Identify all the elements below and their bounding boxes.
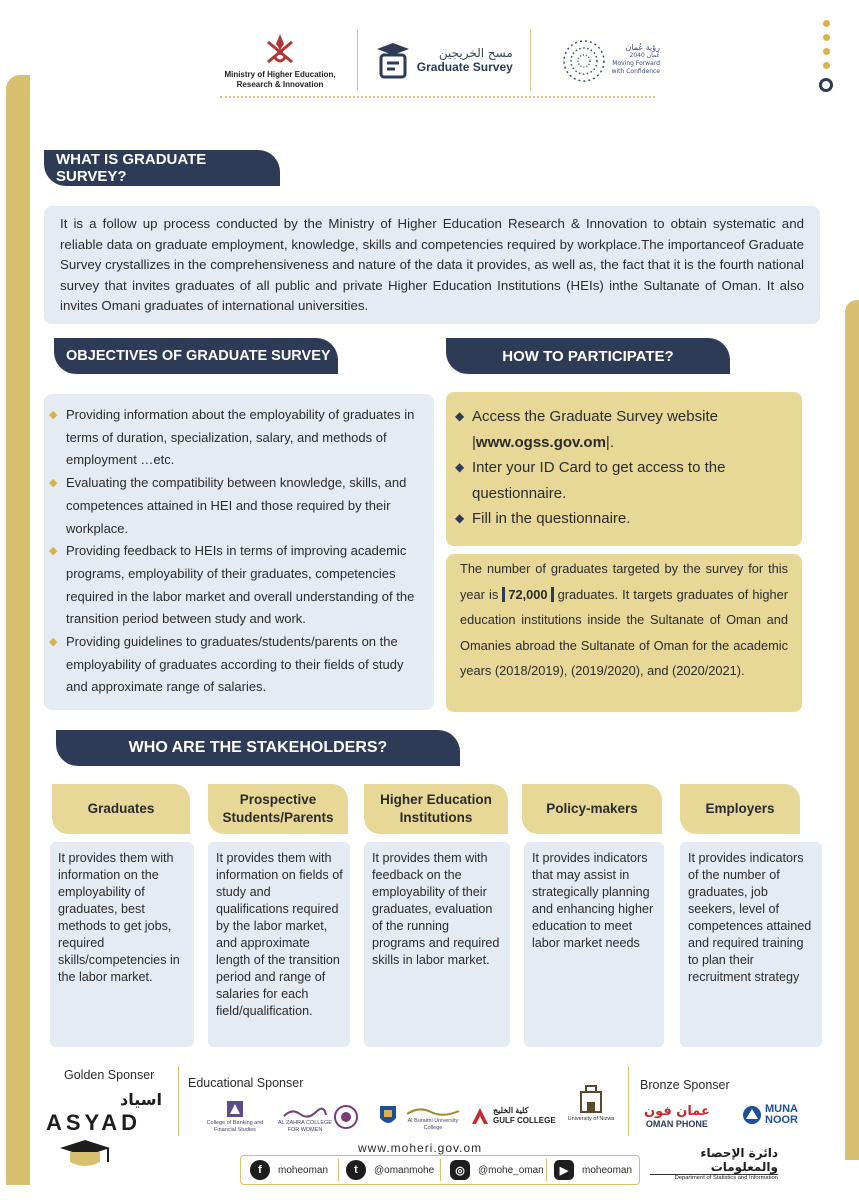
graduate-survey-logo — [375, 41, 513, 79]
what-is-body: It is a follow up process conducted by the Ministry of Higher Education Research & Innovation to obtain systematic and reliable data on graduate employment, knowledge, skills and competencies required by workplace.The importanceof Graduate Survey crystallizes in the comprehensiveness and nature of the data it provides, as well as, the fact that it is the fourth national survey that invites graduates of all public and private Higher Education Institutions (HEIs) inthe Sultanate of Oman. It also invites Omani graduates of international universities. — [44, 206, 820, 324]
muna-line1: MUNA — [765, 1103, 798, 1115]
stakeholder-title: Prospective Students/Parents — [208, 784, 348, 834]
vision-line2: Moving Forward — [612, 60, 660, 67]
gulf-college-arabic: كلية الخليج — [493, 1106, 529, 1115]
oman-phone-arabic: عمان فون — [644, 1104, 710, 1119]
al-buraimi-calligraphy-icon — [405, 1106, 461, 1118]
al-zahra-logo — [278, 1106, 332, 1134]
oman-phone-name: OMAN PHONE — [645, 1119, 708, 1129]
what-is-heading: WHAT IS GRADUATE SURVEY? — [44, 150, 280, 186]
objectives-panel — [44, 394, 434, 710]
social-divider — [440, 1159, 441, 1181]
survey-website-link[interactable]: www.ogss.gov.om — [475, 433, 606, 451]
header-underline — [220, 96, 655, 98]
instagram-link[interactable] — [450, 1160, 544, 1180]
facebook-link[interactable] — [250, 1160, 328, 1180]
twitter-handle: @omanmohe — [374, 1164, 435, 1176]
nizwa-fort-icon — [576, 1082, 606, 1116]
stakeholder-description: It provides them with information on fields of study and qualifications required by the labor market, and approximate length of the transition period and range of salaries for each field/qualification. — [208, 842, 350, 1047]
dot — [823, 62, 830, 69]
participate-heading: HOW TO PARTICIPATE? — [446, 338, 730, 374]
right-gold-bar — [845, 300, 859, 1160]
university-of-nizwa-logo — [566, 1082, 616, 1123]
step-text: Access the Graduate Survey website — [472, 408, 718, 425]
participate-steps — [472, 404, 790, 532]
stakeholder-title: Policy-makers — [522, 784, 662, 834]
oman-emblem-icon — [260, 30, 300, 70]
muna-line2: NOOR — [765, 1114, 798, 1126]
stakeholder-description: It provides indicators of the number of graduates, job seekers, level of competences attained and required training to plan their recruitment strategy — [680, 842, 822, 1047]
gulf-college-name: GULF COLLEGE — [493, 1116, 556, 1125]
stakeholders-heading: WHO ARE THE STAKEHOLDERS? — [56, 730, 460, 766]
ring-icon — [819, 78, 833, 92]
objectives-heading: OBJECTIVES OF GRADUATE SURVEY — [54, 338, 338, 374]
muna-noor-icon — [742, 1105, 762, 1125]
al-buraimi-logo — [402, 1106, 464, 1132]
oman-phone-logo — [644, 1104, 710, 1129]
youtube-icon: ▶ — [554, 1160, 574, 1180]
twitter-icon: t — [346, 1160, 366, 1180]
asyad-name: ASYAD — [46, 1110, 141, 1135]
stakeholder-title: Higher Education Institutions — [364, 784, 508, 834]
cbfs-caption: College of Banking and Financial Studies — [206, 1120, 264, 1133]
objective-item: ◆ Providing guidelines to graduates/students/parents on the employability of graduates according to their fields of study and approximate range of salaries. — [66, 631, 424, 699]
stakeholder-description: It provides them with feedback on the employability of their graduates, evaluation of the running programs and required skills in labor market. — [364, 842, 510, 1047]
sponsor-divider — [178, 1066, 179, 1136]
objectives-list — [66, 404, 424, 699]
vision-line3: with Confidence — [611, 68, 660, 75]
header-logos — [220, 20, 660, 100]
facebook-handle: moheoman — [278, 1164, 329, 1176]
survey-title-arabic: مسح الخريجين — [438, 46, 513, 60]
muna-noor-logo — [742, 1104, 798, 1126]
twitter-link[interactable] — [346, 1160, 434, 1180]
asyad-arabic: اسياد — [120, 1090, 162, 1109]
objective-item: ◆ Evaluating the compatibility between knowledge, skills, and competences attained in HEI and those required by their workplace. — [66, 472, 424, 540]
decorative-dots — [819, 20, 833, 92]
graduation-cap-icon — [375, 41, 411, 79]
vision-swirl-icon — [548, 35, 608, 85]
objective-item: ◆ Providing information about the employability of graduates in terms of duration, specialization, salary, and methods of employment …etc. — [66, 404, 424, 472]
bronze-sponsor-label: Bronze Sponser — [640, 1078, 730, 1092]
nizwa-caption: University of Nizwa — [567, 1116, 615, 1122]
golden-sponsor-label: Golden Sponser — [64, 1068, 155, 1082]
participate-step: ◆ Access the Graduate Survey website |www.ogss.gov.om|. — [472, 404, 790, 455]
university-seal-icon — [334, 1104, 358, 1130]
ministry-name: Ministry of Higher Education, Research & Innovation — [224, 70, 336, 89]
divider — [530, 30, 531, 90]
gulf-college-logo — [470, 1106, 556, 1126]
objective-item: ◆ Providing feedback to HEIs in terms of improving academic programs, employability of their graduates, competencies required in the labor market and overall understanding of the transition period between study and work. — [66, 540, 424, 631]
vision-arabic: رؤية عُمان — [625, 43, 660, 52]
social-divider — [338, 1159, 339, 1181]
participate-step: ◆ Fill in the questionnaire. — [472, 506, 790, 532]
educational-sponsor-label: Educational Sponser — [188, 1076, 304, 1090]
survey-title: Graduate Survey — [416, 60, 513, 74]
dot — [823, 20, 830, 27]
college-shield-icon — [378, 1104, 398, 1128]
target-text: The number of graduates targeted by the survey for this year is — [460, 561, 788, 602]
target-number: 72,000 — [502, 587, 553, 602]
asyad-logo — [46, 1090, 166, 1180]
stakeholder-title: Graduates — [52, 784, 190, 834]
participate-panel — [446, 392, 802, 546]
statistics-department-arabic: دائرة الإحصاء والمعلومات — [700, 1146, 778, 1174]
target-text: graduates. It targets graduates of higher education institutions inside the Sultanate of Oman and Omanies abroad the Sultanate of Oman for the academic years (2018/2019), (2019/2020), and (2020/2021). — [460, 586, 788, 679]
dot — [823, 34, 830, 41]
stakeholder-description: It provides indicators that may assist in strategically planning and enhancing higher education to meet labor market needs — [524, 842, 664, 1047]
ministry-logo — [220, 30, 340, 90]
al-zahra-calligraphy-icon — [282, 1106, 328, 1120]
target-panel — [446, 554, 802, 712]
youtube-link[interactable] — [554, 1160, 632, 1180]
statistics-department-name: Department of Statistics and Information — [650, 1174, 778, 1181]
dot — [823, 48, 830, 55]
al-buraimi-caption: Al Buraimi University College — [407, 1118, 459, 1131]
social-divider — [546, 1159, 547, 1181]
facebook-icon: f — [250, 1160, 270, 1180]
divider — [357, 30, 358, 90]
sponsor-divider — [628, 1066, 629, 1136]
graduation-cap-icon — [56, 1136, 114, 1176]
statistics-department-logo — [650, 1146, 778, 1181]
al-zahra-caption: AL ZAHRA COLLEGE FOR WOMEN — [278, 1120, 332, 1133]
cbfs-emblem-icon — [224, 1098, 246, 1120]
stakeholder-title: Employers — [680, 784, 800, 834]
stakeholder-description: It provides them with information on the employability of graduates, best methods to get jobs, required skills/competencies in the labor market. — [50, 842, 194, 1047]
instagram-handle: @mohe_oman — [478, 1164, 544, 1176]
gulf-college-icon — [470, 1106, 490, 1126]
left-gold-bar — [6, 75, 30, 1185]
oman-vision-logo — [548, 35, 660, 85]
youtube-handle: moheoman — [582, 1164, 633, 1176]
instagram-icon: ◎ — [450, 1160, 470, 1180]
participate-step: ◆ Inter your ID Card to get access to the questionnaire. — [472, 455, 790, 506]
vision-line1: عُمان 2040 — [629, 52, 660, 59]
cbfs-logo — [204, 1098, 266, 1134]
ministry-website-link[interactable]: www.moheri.gov.om — [358, 1141, 483, 1155]
